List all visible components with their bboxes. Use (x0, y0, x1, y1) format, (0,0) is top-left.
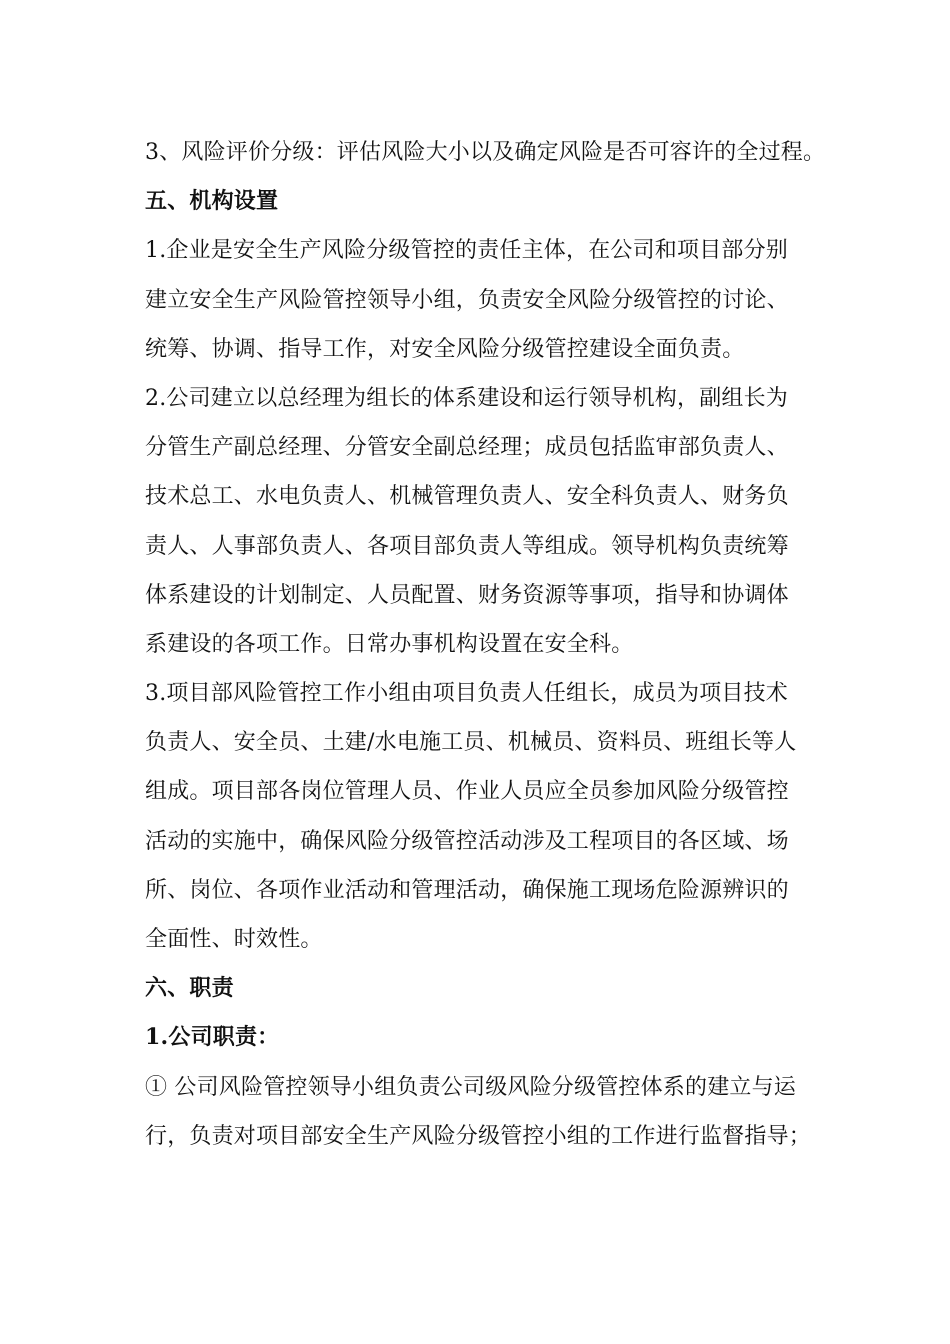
text-line: 行，负责对项目部安全生产风险分级管控小组的工作进行监督指导； (145, 1123, 812, 1149)
document-body (145, 128, 845, 1161)
text-line: 1.企业是安全生产风险分级管控的责任主体，在公司和项目部分别 (145, 238, 788, 264)
text-line: 3.项目部风险管控工作小组由项目负责人任组长，成员为项目技术 (145, 681, 788, 707)
text-line: 2.公司建立以总经理为组长的体系建设和运行领导机构，副组长为 (145, 385, 788, 411)
text-line: 所、岗位、各项作业活动和管理活动，确保施工现场危险源辨识的 (145, 877, 789, 903)
text-line: 分管生产副总经理、分管安全副总经理；成员包括监审部负责人、 (145, 435, 789, 461)
text-line: 统筹、协调、指导工作，对安全风险分级管控建设全面负责。 (145, 336, 745, 362)
text-line: ① 公司风险管控领导小组负责公司级风险分级管控体系的建立与运 (145, 1074, 796, 1100)
text-line: 全面性、时效性。 (145, 927, 323, 952)
text-line: 组成。项目部各岗位管理人员、作业人员应全员参加风险分级管控 (145, 779, 789, 805)
section-heading-duties: 六、职责 (145, 975, 234, 1002)
text-line: 3、风险评价分级：评估风险大小以及确定风险是否可容许的全过程。 (145, 140, 826, 165)
text-line: 体系建设的计划制定、人员配置、财务资源等事项，指导和协调体 (145, 582, 789, 608)
text-line: 系建设的各项工作。日常办事机构设置在安全科。 (145, 631, 634, 657)
text-line: 活动的实施中，确保风险分级管控活动涉及工程项目的各区域、场 (145, 828, 789, 854)
section-heading-organization: 五、机构设置 (145, 188, 279, 215)
text-line: 建立安全生产风险管控领导小组，负责安全风险分级管控的讨论、 (145, 287, 789, 313)
subsection-heading-company-duties: 1.公司职责： (145, 1024, 280, 1051)
text-line: 负责人、安全员、土建/水电施工员、机械员、资料员、班组长等人 (145, 730, 797, 756)
text-line: 技术总工、水电负责人、机械管理负责人、安全科负责人、财务负 (145, 484, 789, 510)
text-line: 责人、人事部负责人、各项目部负责人等组成。领导机构负责统筹 (145, 533, 789, 559)
